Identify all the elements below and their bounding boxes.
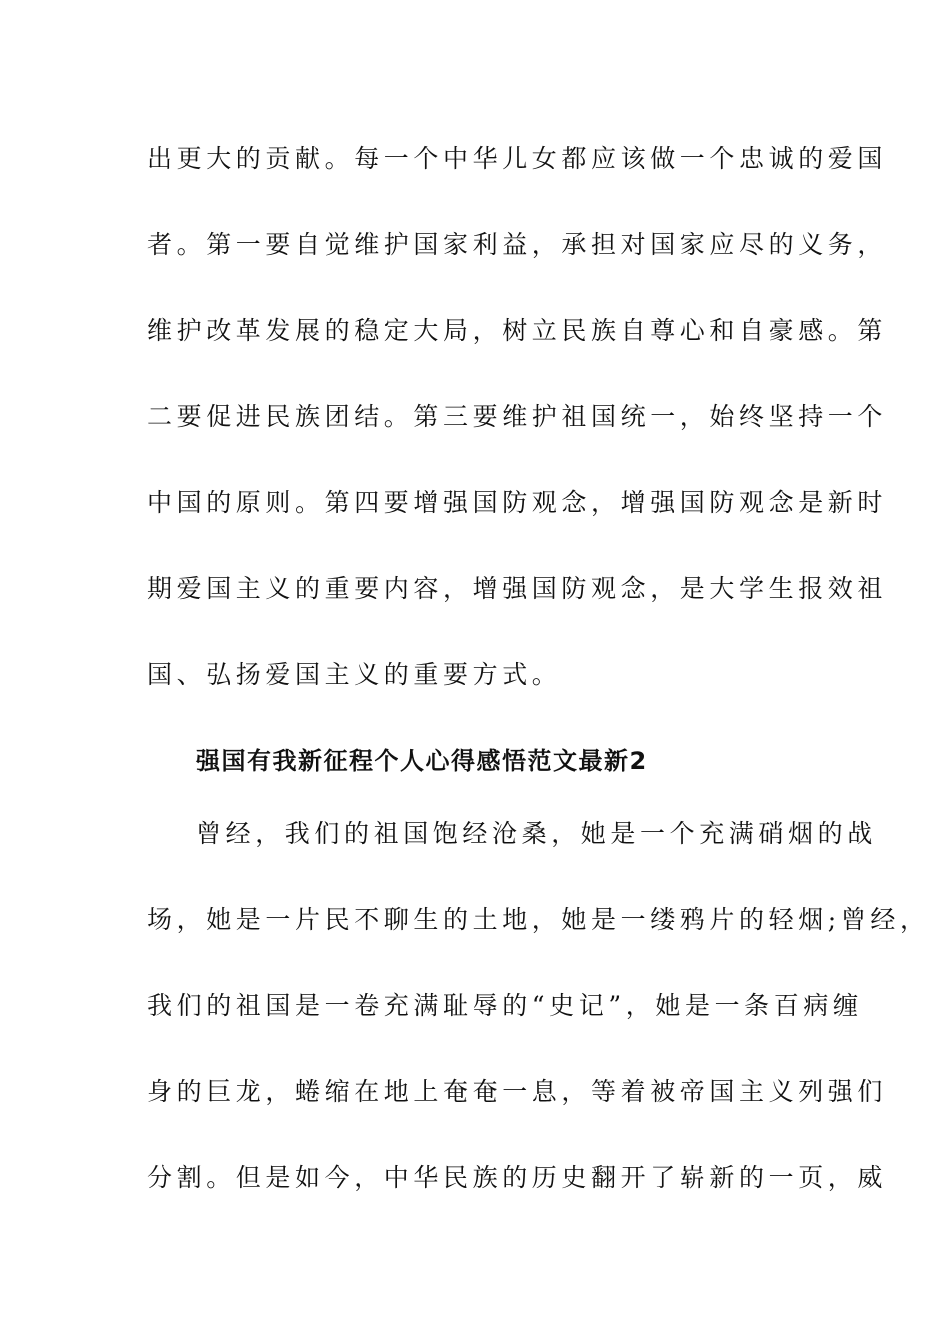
paragraph-line: 国、弘扬爱国主义的重要方式。 (147, 660, 562, 689)
section-heading: 强国有我新征程个人心得感悟范文最新2 (196, 747, 648, 775)
paragraph-line: 我们的祖国是一卷充满耻辱的“史记”，她是一条百病缠 (147, 991, 863, 1020)
paragraph-line: 场，她是一片民不聊生的土地，她是一缕鸦片的轻烟;曾经， (147, 905, 930, 934)
paragraph-line: 者。第一要自觉维护国家利益，承担对国家应尽的义务， (147, 230, 888, 259)
paragraph-line: 中国的原则。第四要增强国防观念，增强国防观念是新时 (147, 488, 888, 517)
paragraph-line: 出更大的贡献。每一个中华儿女都应该做一个忠诚的爱国 (147, 144, 888, 173)
paragraph-line: 二要促进民族团结。第三要维护祖国统一，始终坚持一个 (147, 402, 888, 431)
paragraph-line: 分割。但是如今，中华民族的历史翻开了崭新的一页，威 (147, 1163, 888, 1192)
paragraph-line: 维护改革发展的稳定大局，树立民族自尊心和自豪感。第 (147, 316, 888, 345)
paragraph-line: 期爱国主义的重要内容，增强国防观念，是大学生报效祖 (147, 574, 888, 603)
paragraph-first-line: 曾经，我们的祖国饱经沧桑，她是一个充满硝烟的战 (196, 819, 877, 848)
paragraph-line: 身的巨龙，蜷缩在地上奄奄一息，等着被帝国主义列强们 (147, 1077, 888, 1106)
